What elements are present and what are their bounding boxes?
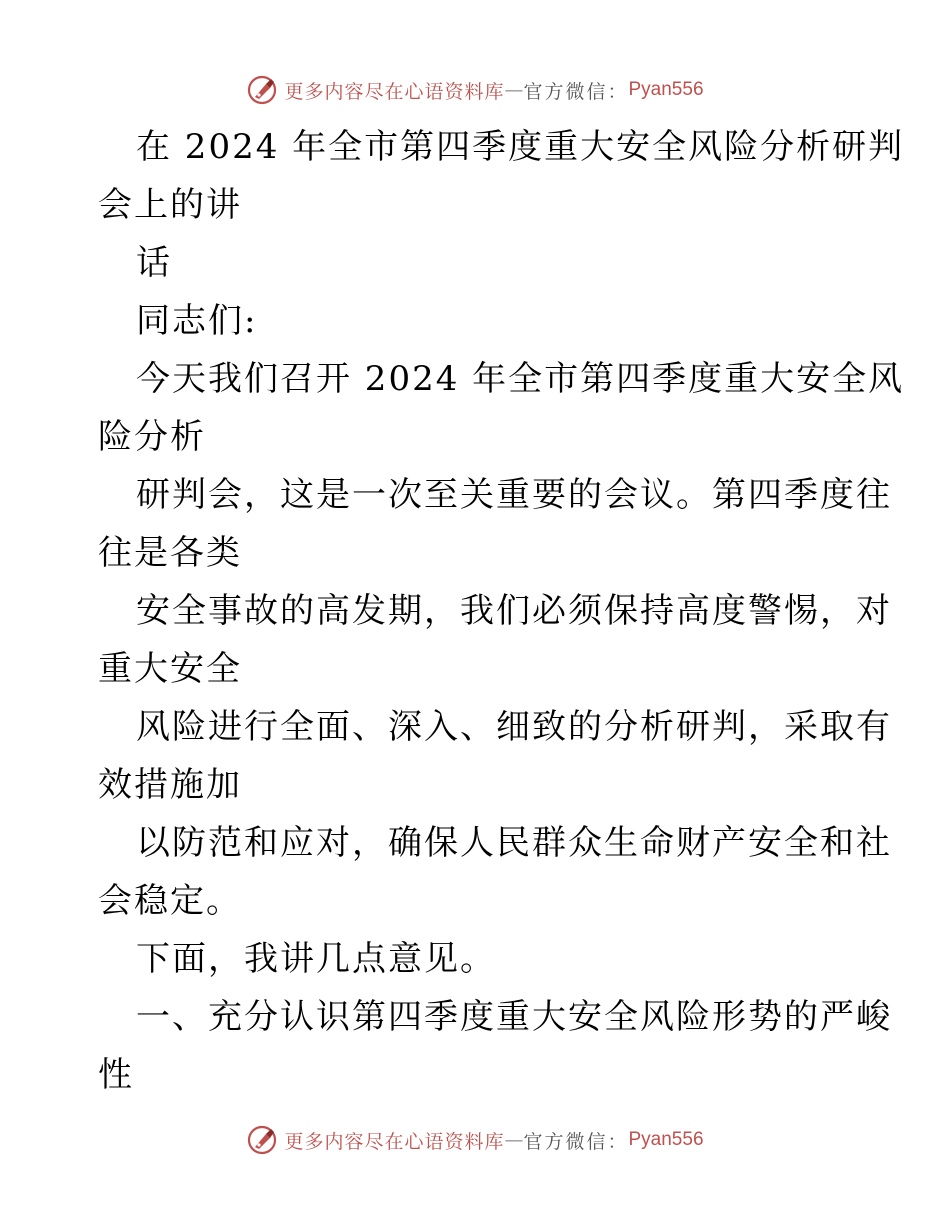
title-line: 会上的讲: [98, 185, 242, 225]
paragraph-line: 重大安全: [98, 649, 242, 689]
paragraph-line: 以防范和应对，确保人民群众生命财产安全和社: [136, 823, 892, 863]
section-heading-line: 性: [98, 1055, 134, 1095]
banner-official-label: 官方微信：: [523, 80, 629, 103]
banner-dash: —: [504, 79, 524, 101]
paragraph-line: 往是各类: [98, 533, 242, 573]
paragraph-line: 安全事故的高发期，我们必须保持高度警惕，对: [136, 591, 892, 631]
salutation-line: 同志们:: [136, 301, 258, 341]
section-heading-line: 一、充分认识第四季度重大安全风险形势的严峻: [136, 997, 892, 1037]
banner-wechat-id: Pyan556: [628, 79, 704, 100]
banner-main-text: 更多内容尽在心语资料库: [284, 1130, 505, 1153]
paragraph-line: 险分析: [98, 417, 206, 457]
banner-wechat-id: Pyan556: [628, 1129, 704, 1150]
paragraph-line: 会稳定。: [98, 881, 242, 921]
paragraph-line: 下面，我讲几点意见。: [136, 939, 496, 979]
banner-main-text: 更多内容尽在心语资料库: [284, 80, 505, 103]
fountain-pen-logo-icon: [246, 74, 278, 106]
fountain-pen-logo-icon: [246, 1124, 278, 1156]
paragraph-line: 效措施加: [98, 765, 242, 805]
banner-official-label: 官方微信：: [523, 1130, 629, 1153]
header-banner: [0, 70, 950, 110]
banner-dash: —: [504, 1129, 524, 1151]
paragraph-line: 研判会，这是一次至关重要的会议。第四季度往: [136, 475, 892, 515]
paragraph-line: 今天我们召开 2024 年全市第四季度重大安全风: [136, 359, 905, 399]
title-line: 在 2024 年全市第四季度重大安全风险分析研判: [136, 127, 905, 167]
footer-banner: [0, 1120, 950, 1160]
paragraph-line: 风险进行全面、深入、细致的分析研判，采取有: [136, 707, 892, 747]
title-line: 话: [136, 243, 172, 283]
